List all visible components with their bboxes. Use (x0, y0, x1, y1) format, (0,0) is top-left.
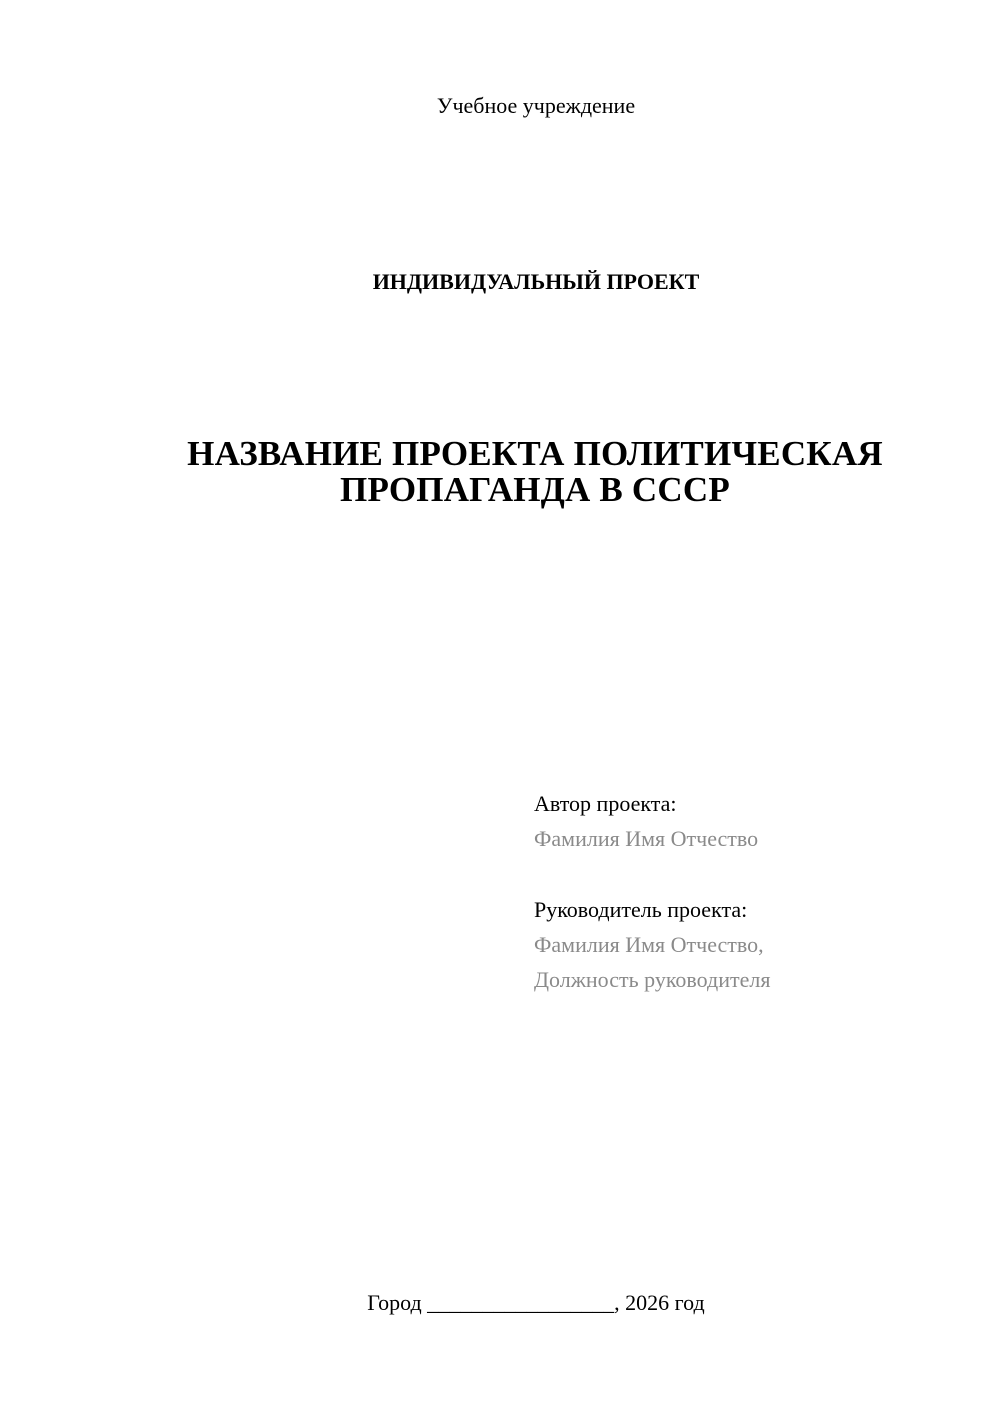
city-year-line: Город _________________, 2026 год (367, 1290, 705, 1315)
supervisor-position-placeholder: Должность руководителя (534, 967, 771, 992)
author-name-placeholder: Фамилия Имя Отчество (534, 826, 759, 851)
project-type-heading: ИНДИВИДУАЛЬНЫЙ ПРОЕКТ (372, 269, 700, 294)
project-title-line: ПРОПАГАНДА В СССР (340, 470, 730, 509)
supervisor-name-placeholder: Фамилия Имя Отчество, (534, 932, 764, 957)
supervisor-block (534, 892, 954, 997)
project-title-line: НАЗВАНИЕ ПРОЕКТА ПОЛИТИЧЕСКАЯ (187, 434, 883, 473)
author-block (534, 786, 954, 856)
institution-name: Учебное учреждение (436, 93, 636, 118)
supervisor-label: Руководитель проекта: (534, 897, 748, 922)
project-title (140, 436, 930, 508)
author-label: Автор проекта: (534, 791, 677, 816)
